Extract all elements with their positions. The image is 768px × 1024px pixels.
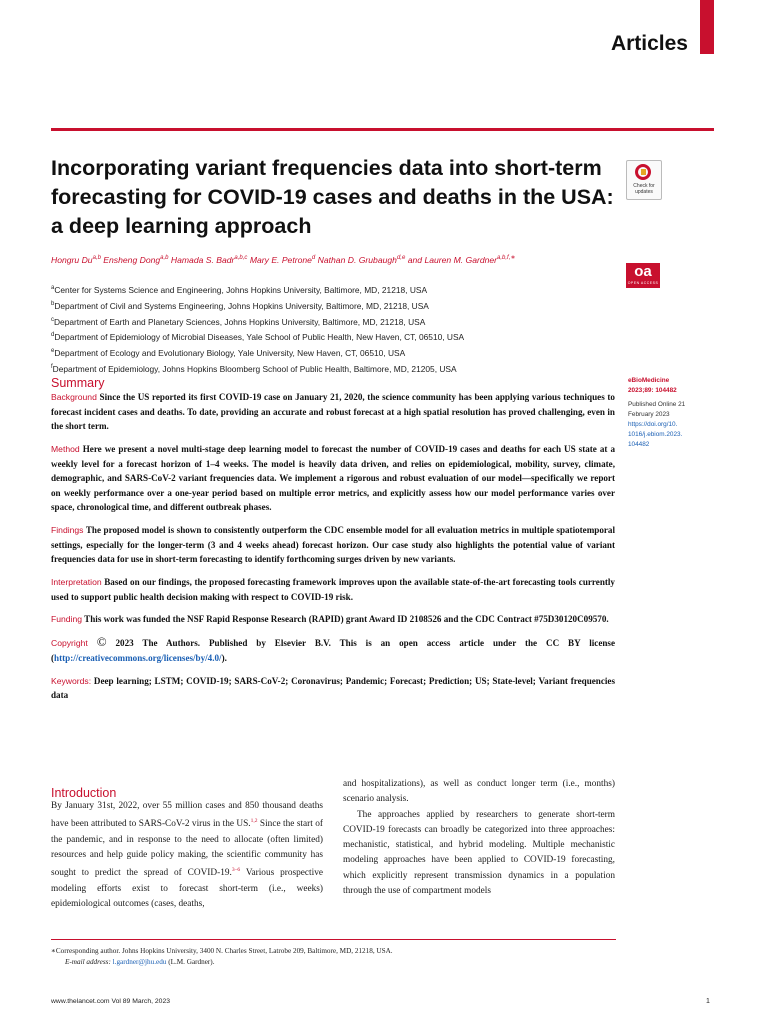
- author-affiliation: d: [311, 255, 316, 261]
- author-affiliation: a,b: [92, 255, 101, 261]
- affiliation: $^b$Department of Civil and Systems Engineering, Johns Hopkins University, Baltimore, MD, 21218, USA: [51, 300, 429, 311]
- intro-column-2: and hospitalizations), as well as conduct longer term (i.e., months) scenario analysis. The approaches applied by researchers to generate short-term COVID-19 forecasts can broadly be categorized into three approaches: mechanistic, statistical, and hybrid modeling. Multiple mechanistic modeling approaches have been applied to COVID-19 forecasting, which explicitly represent transmission dynamics in a population through the use of compartment models: [343, 779, 615, 897]
- footnote: ∗Corresponding author. Johns Hopkins University, 3400 N. Charles Street, Latrobe 209, Baltimore, MD, 21218, USA. E-mail address: l.gardner@jhu.edu (L.M. Gardner).: [51, 946, 611, 968]
- corresponding-author: ∗Corresponding author. Johns Hopkins University, 3400 N. Charles Street, Latrobe 209, Baltimore, MD, 21218, USA.: [51, 947, 393, 955]
- page-number: 1: [706, 998, 710, 1005]
- authors-and: and: [407, 254, 423, 265]
- doi-link-3[interactable]: 104482: [628, 441, 650, 448]
- section-label-method: Method: [51, 443, 80, 454]
- journal-volume: 2023;89: 104482: [628, 387, 677, 394]
- abstract-method: Method Here we present a novel multi-stage deep learning model to forecast the number of COVID-19 cases and deaths for each US state at a weekly level for a forecast horizon of 1–4 weeks. The model is heavily data driven, and relies on epidemiological, mobility, survey, climate, demographic, and SARS-CoV-2 variant frequencies data. We implement a rigorous and robust evaluation of our model—specifically we report on weekly performance over a one-year period based on multiple error metrics, and explicitly assess how our model performance varies over space, chronological time, and different outbreak phases.: [51, 443, 615, 513]
- footnote-rule: [51, 939, 616, 940]
- author[interactable]: Lauren M. Gardner: [424, 254, 498, 265]
- affiliation: $^a$Center for Systems Science and Engineering, Johns Hopkins University, Baltimore, MD, 21218, USA: [51, 284, 428, 295]
- intro-column-1: By January 31st, 2022, over 55 million cases and 850 thousand deaths have been attributed to SARS-CoV-2 virus in the US.$^{1,2}$ Since the start of the pandemic, and in response to the need to allocate (often limited) resources and help guide policy making, the scientific community has sought to predict the spread of COVID-19.$^{3-6}$ Various prospective modeling efforts exist to forecast short-term (i.e., weeks) epidemiological outcomes (cases, deaths,: [51, 801, 323, 909]
- license-link[interactable]: http://creativecommons.org/licenses/by/4.0/: [54, 652, 222, 663]
- copyright-symbol: ©: [96, 634, 107, 650]
- introduction-heading: Introduction: [51, 786, 117, 800]
- published-date-2: February 2023: [628, 411, 670, 418]
- abstract-keywords: Keywords: Deep learning; LSTM; COVID-19; SARS-CoV-2; Coronavirus; Pandemic; Forecast; Prediction; US; State-level; Variant frequencies data: [51, 675, 615, 701]
- affiliations: [51, 281, 611, 376]
- section-label-copyright: Copyright: [51, 638, 88, 649]
- doi-link-2[interactable]: 1016/j.ebiom.2023.: [628, 431, 683, 438]
- footer-journal-info[interactable]: www.thelancet.com Vol 89 March, 2023: [51, 998, 171, 1005]
- author[interactable]: Nathan D. Grubaugh: [317, 254, 397, 265]
- author[interactable]: Ensheng Dong: [103, 254, 161, 265]
- corner-tab: [700, 0, 714, 54]
- citation-link[interactable]: 1,2: [250, 818, 258, 825]
- summary-heading: Summary: [51, 376, 105, 390]
- abstract-findings: Findings The proposed model is shown to consistently outperform the CDC ensemble model for all evaluation metrics in multiple spatiotemporal settings, especially for the longer-term (3 and 4 weeks ahead) forecast horizon. Our case study also highlights the potential value of variant frequencies data for use in short-term forecasting to identify forthcoming surges driven by new variants.: [51, 525, 616, 565]
- author-list: [51, 254, 651, 265]
- abstract-funding: Funding This work was funded the NSF Rapid Response Research (RAPID) grant Award ID 2108526 and the CDC Contract #75D30120C09570.: [51, 614, 609, 625]
- affiliation: $^f$Department of Epidemiology, Johns Hopkins Bloomberg School of Public Health, Baltimore, MD, 21205, USA: [51, 363, 457, 374]
- author[interactable]: Hongru Du: [51, 254, 93, 265]
- abstract-background: Background Since the US reported its first COVID-19 case on January 21, 2020, the science community has been applying various techniques to forecast incident cases and deaths. To date, providing an accurate and robust forecast at a high spatial resolution has proved challenging, even in the short term.: [51, 392, 615, 432]
- affiliation: $^c$Department of Earth and Planetary Sciences, Johns Hopkins University, Baltimore, MD, 21218, USA: [51, 316, 426, 327]
- oa-subtext: OPEN ACCESS: [627, 281, 659, 285]
- journal-name: eBioMedicine: [628, 377, 670, 384]
- top-rule: [51, 128, 714, 131]
- author[interactable]: Hamada S. Badr: [170, 254, 235, 265]
- author-affiliation: d,e: [396, 255, 406, 261]
- published-date: Published Online 21: [628, 401, 686, 408]
- section-label-findings: Findings: [51, 525, 84, 536]
- affiliation: $^e$Department of Ecology and Evolutionary Biology, Yale University, New Haven, CT, 06510, USA: [51, 347, 406, 358]
- side-panel: [628, 376, 714, 450]
- abstract-copyright: Copyright © 2023 The Authors. Published by Elsevier B.V. This is an open access article under the CC BY license (http://creativecommons.org/licenses/by/4.0/).: [51, 634, 615, 663]
- keywords-label: Keywords:: [51, 675, 92, 686]
- crossmark-text: Check for updates: [633, 183, 655, 195]
- abstract: [51, 390, 615, 711]
- affiliation: $^d$Department of Epidemiology of Microbial Diseases, Yale School of Public Health, New Haven, CT, 06510, USA: [51, 332, 465, 343]
- section-label-interpretation: Interpretation: [51, 577, 102, 588]
- email-label: E-mail address:: [65, 958, 111, 966]
- author-affiliation: a,b: [160, 255, 169, 261]
- crossmark-icon: [635, 164, 651, 180]
- oa-icon: oa: [634, 263, 652, 280]
- author-affiliation: a,b,f,∗: [497, 255, 516, 261]
- section-label-background: Background: [51, 392, 97, 402]
- check-for-updates-badge[interactable]: [626, 160, 662, 200]
- article-title: Incorporating variant frequencies data into short-term forecasting for COVID-19 cases and deaths in the USA: a deep learning approach: [51, 156, 614, 238]
- doi-link[interactable]: https://doi.org/10.: [628, 421, 678, 428]
- open-access-badge[interactable]: [626, 263, 660, 288]
- section-label: Articles: [610, 32, 688, 55]
- email-link[interactable]: l.gardner@jhu.edu: [112, 958, 167, 966]
- citation-link[interactable]: 3–6: [231, 867, 241, 874]
- section-label-funding: Funding: [51, 614, 83, 625]
- author[interactable]: Mary E. Petrone: [249, 254, 312, 265]
- author-affiliation: a,b,c: [234, 255, 248, 261]
- abstract-interpretation: Interpretation Based on our findings, the proposed forecasting framework improves upon the available state-of-the-art forecasting tools currently used to support public health decision making with respect to COVID-19 risk.: [51, 577, 615, 602]
